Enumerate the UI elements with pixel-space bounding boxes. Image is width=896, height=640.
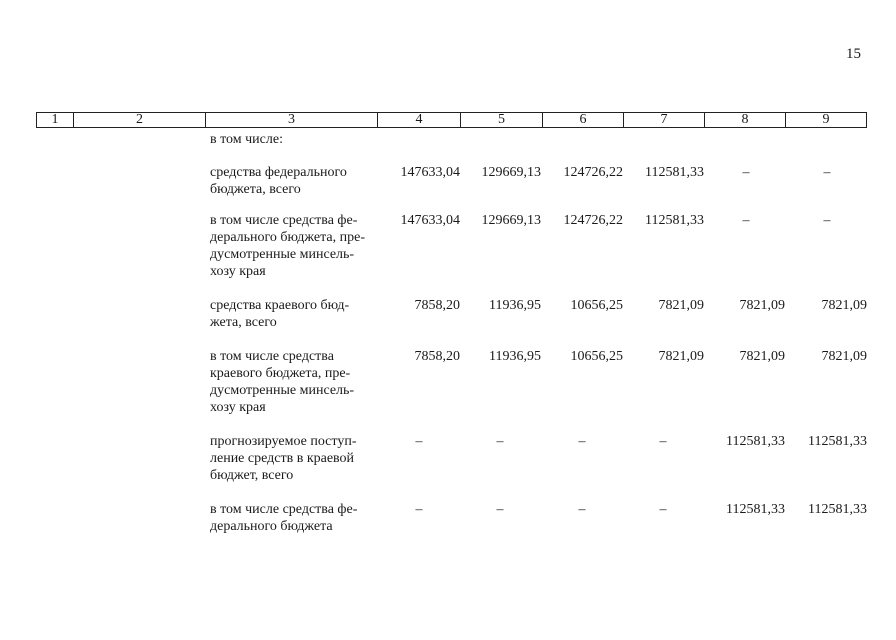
desc-line: дерального бюджета, пре- <box>210 230 365 245</box>
desc-line: дусмотренные минсель- <box>210 247 355 262</box>
cell-col-8: 112581,33 <box>726 434 785 449</box>
row-description <box>210 501 370 535</box>
desc-line: средства краевого бюд- <box>210 298 350 313</box>
desc-line: жета, всего <box>210 315 277 330</box>
cell-col-7: 112581,33 <box>645 213 704 228</box>
cell-col-9: 112581,33 <box>808 434 867 449</box>
cell-col-4: 7858,20 <box>414 298 460 313</box>
cell-col-6: 10656,25 <box>570 298 623 313</box>
cell-col-8: 7821,09 <box>739 349 785 364</box>
desc-line: в том числе средства фе- <box>210 502 358 517</box>
desc-line: бюджета, всего <box>210 182 301 197</box>
header-col-3: 3 <box>206 113 378 127</box>
desc-line: хозу края <box>210 264 266 279</box>
row-description <box>210 164 370 198</box>
cell-col-9: 112581,33 <box>808 502 867 517</box>
cell-col-5: 129669,13 <box>481 213 541 228</box>
cell-col-4: 147633,04 <box>400 213 460 228</box>
desc-line: дусмотренные минсель- <box>210 383 355 398</box>
row-description <box>210 297 370 331</box>
table-header-row <box>36 112 867 128</box>
cell-col-9: – <box>823 213 831 228</box>
cell-col-5: – <box>496 502 504 517</box>
header-col-7: 7 <box>624 113 705 127</box>
cell-col-5: 11936,95 <box>489 298 541 313</box>
cell-col-4: – <box>415 502 423 517</box>
desc-line: краевого бюджета, пре- <box>210 366 351 381</box>
desc-line: в том числе средства <box>210 349 334 364</box>
cell-col-5: 129669,13 <box>481 165 541 180</box>
header-col-1: 1 <box>37 113 74 127</box>
cell-col-8: – <box>742 165 750 180</box>
cell-col-4: 147633,04 <box>400 165 460 180</box>
cell-col-5: – <box>496 434 504 449</box>
cell-col-7: – <box>659 434 667 449</box>
subheading: в том числе: <box>210 132 283 147</box>
cell-col-4: – <box>415 434 423 449</box>
cell-col-9: 7821,09 <box>821 349 867 364</box>
cell-col-7: 7821,09 <box>658 349 704 364</box>
cell-col-4: 7858,20 <box>414 349 460 364</box>
desc-line: хозу края <box>210 400 266 415</box>
cell-col-8: 7821,09 <box>739 298 785 313</box>
cell-col-8: 112581,33 <box>726 502 785 517</box>
cell-col-7: – <box>659 502 667 517</box>
row-description <box>210 348 370 416</box>
desc-line: ление средств в краевой <box>210 451 355 466</box>
cell-col-9: – <box>823 165 831 180</box>
cell-col-6: 10656,25 <box>570 349 623 364</box>
header-col-6: 6 <box>543 113 624 127</box>
header-col-5: 5 <box>461 113 543 127</box>
cell-col-7: 7821,09 <box>658 298 704 313</box>
header-col-9: 9 <box>822 112 830 127</box>
cell-col-7: 112581,33 <box>645 165 704 180</box>
header-col-4: 4 <box>378 113 461 127</box>
desc-line: средства федерального <box>210 165 347 180</box>
desc-line: дерального бюджета <box>210 519 333 534</box>
desc-line: в том числе средства фе- <box>210 213 358 228</box>
cell-col-9: 7821,09 <box>821 298 867 313</box>
cell-col-8: – <box>742 213 750 228</box>
header-col-2: 2 <box>74 113 206 127</box>
desc-line: бюджет, всего <box>210 468 294 483</box>
row-description <box>210 433 370 484</box>
cell-col-6: 124726,22 <box>563 213 623 228</box>
cell-col-6: – <box>578 502 586 517</box>
page-number: 15 <box>846 46 861 62</box>
cell-col-5: 11936,95 <box>489 349 541 364</box>
header-col-8: 8 <box>705 113 786 127</box>
desc-line: прогнозируемое поступ- <box>210 434 357 449</box>
row-description <box>210 212 370 280</box>
cell-col-6: – <box>578 434 586 449</box>
cell-col-6: 124726,22 <box>563 165 623 180</box>
